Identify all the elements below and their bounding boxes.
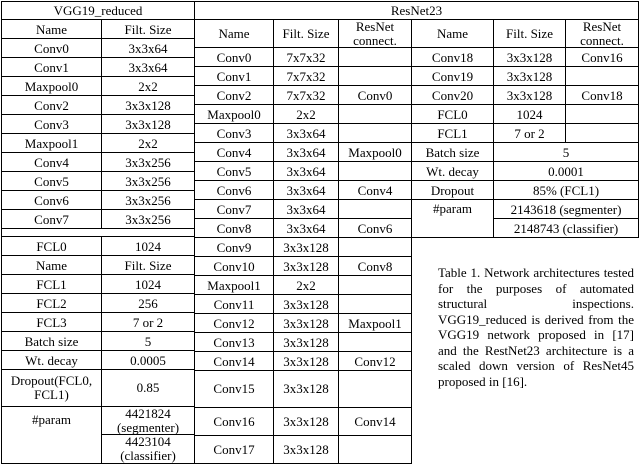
resnet-decay-label: Wt. decay [412,162,494,181]
cell: Conv12 [339,352,412,371]
table-row [2,313,195,332]
cell: 2x2 [102,134,195,153]
cell: Conv19 [412,67,494,86]
cell: Conv18 [412,48,494,67]
cell: 3x3x64 [274,181,339,200]
table-row [195,105,639,124]
resnet-dropout-value: 85% (FCL1) [494,181,639,200]
resnet-title: ResNet23 [195,2,639,20]
cell: 3x3x128 [274,314,339,333]
table-row [2,58,195,77]
cell: Conv7 [195,200,274,219]
cell: 3x3x64 [102,58,195,77]
table-row [195,162,639,181]
cell: 3x3x64 [102,39,195,58]
resnet-header-connect-2: ResNet connect. [566,20,639,48]
cell: Conv5 [195,162,274,181]
resnet-header-connect: ResNet connect. [339,20,412,48]
cell: Conv20 [412,86,494,105]
resnet-param-seg: 2143618 (segmenter) [494,200,639,219]
cell: Conv11 [195,295,274,314]
cell: 3x3x128 [102,115,195,134]
table-row [2,370,195,407]
cell: 3x3x64 [274,162,339,181]
table-row [2,153,195,172]
cell: 3x3x256 [102,153,195,172]
cell: 3x3x128 [274,371,339,408]
cell: Conv16 [566,48,639,67]
cell: 3x3x256 [102,172,195,191]
vgg-param-label: #param [2,407,102,464]
cell: FCL1 [2,275,102,294]
cell: 3x3x64 [274,200,339,219]
resnet-header-name: Name [195,20,274,48]
cell: Conv15 [195,371,274,408]
cell: 3x3x64 [274,124,339,143]
cell: Maxpool0 [2,77,102,96]
resnet-header-filt: Filt. Size [274,20,339,48]
cell [339,200,412,219]
cell: 3x3x128 [494,86,566,105]
vgg-header-name: Name [2,20,102,39]
vgg-header2-filt: Filt. Size [102,256,195,275]
cell: Conv18 [566,86,639,105]
caption-line: scaled down version of ResNet45 [438,358,634,373]
caption-line: and the RestNet23 architecture is a [438,342,634,358]
cell [339,124,412,143]
cell: 3x3x128 [494,48,566,67]
cell [339,436,412,464]
vgg-param-seg: 4421824 (segmenter) [102,407,195,435]
cell: FCL1 [412,124,494,143]
vgg-gap [2,229,195,237]
cell: 3x3x128 [274,238,339,257]
cell: Conv3 [2,115,102,134]
cell: Conv10 [195,257,274,276]
resnet-batch-label: Batch size [412,143,494,162]
table-row [195,48,639,67]
resnet-header-name-2: Name [412,20,494,48]
table-row [2,39,195,58]
cell: 3x3x128 [274,408,339,436]
cell [339,162,412,181]
cell: 2x2 [274,276,339,295]
table-row [195,67,639,86]
cell: 2x2 [102,77,195,96]
table-caption [438,265,634,389]
cell: 1024 [102,275,195,294]
cell: 3x3x128 [274,436,339,464]
table-row [195,238,639,257]
cell: FCL3 [2,313,102,332]
cell [566,124,639,143]
cell: Conv0 [339,86,412,105]
cell: 3x3x64 [274,143,339,162]
cell: Maxpool1 [339,314,412,333]
vgg-table [1,1,195,464]
table-row [2,237,195,256]
cell: 3x3x128 [274,257,339,276]
table-row [2,210,195,229]
cell: Conv2 [2,96,102,115]
caption-line: Table 1. Network architectures [438,265,600,280]
cell: Conv6 [339,219,412,238]
cell: 3x3x128 [494,67,566,86]
cell: Maxpool0 [339,143,412,162]
cell [339,371,412,408]
cell [566,105,639,124]
caption-line: tested for the purposes of automated [438,265,635,296]
cell: Conv7 [2,210,102,229]
table-row [195,124,639,143]
table-row [2,77,195,96]
cell: Conv14 [195,352,274,371]
cell [339,238,412,257]
table-row [2,134,195,153]
table-row [195,408,639,436]
cell: Maxpool1 [2,134,102,153]
resnet-batch-value: 5 [494,143,639,162]
cell: 3x3x64 [274,219,339,238]
cell: Conv9 [195,238,274,257]
cell: Conv0 [2,39,102,58]
cell: 5 [102,332,195,351]
cell: 0.0005 [102,351,195,370]
table-row [195,86,639,105]
cell: Conv17 [195,436,274,464]
table-row [2,407,195,435]
cell: Dropout(FCL0, FCL1) [2,370,102,407]
cell: Conv12 [195,314,274,333]
cell: 7x7x32 [274,48,339,67]
resnet-header-filt-2: Filt. Size [494,20,566,48]
cell: Conv8 [339,257,412,276]
cell: Conv8 [195,219,274,238]
cell [339,48,412,67]
cell: Maxpool0 [195,105,274,124]
cell: Conv5 [2,172,102,191]
vgg-header2-name: Name [2,256,102,275]
table-row [2,351,195,370]
table-row [2,294,195,313]
resnet-dropout-label: Dropout [412,181,494,200]
cell [339,276,412,295]
cell: 0.85 [102,370,195,407]
cell [339,333,412,352]
table-row [195,181,639,200]
cell: Conv6 [195,181,274,200]
table-row [2,191,195,210]
vgg-header-filt: Filt. Size [102,20,195,39]
cell: Conv6 [2,191,102,210]
cell: Conv1 [2,58,102,77]
cell: FCL2 [2,294,102,313]
cell: Conv4 [339,181,412,200]
cell: Conv1 [195,67,274,86]
cell: 3x3x128 [274,352,339,371]
vgg-param-cls: 4423104 (classifier) [102,435,195,463]
resnet-table [194,1,639,464]
cell: Batch size [2,332,102,351]
cell: 1024 [102,237,195,256]
cell: 3x3x256 [102,210,195,229]
cell: Conv13 [195,333,274,352]
resnet-param-label: #param [412,200,494,238]
cell [339,105,412,124]
cell: Conv3 [195,124,274,143]
cell: 3x3x128 [102,96,195,115]
caption-line: VGG19_reduced is derived from the [438,311,634,327]
table-row [2,115,195,134]
resnet-decay-value: 0.0001 [494,162,639,181]
cell: 7 or 2 [102,313,195,332]
cell: 2x2 [274,105,339,124]
cell: Conv2 [195,86,274,105]
table-row [2,332,195,351]
cell: Conv4 [195,143,274,162]
table-row [2,172,195,191]
table-row [195,200,639,219]
table-row [195,143,639,162]
cell: 3x3x128 [274,295,339,314]
cell: 3x3x128 [274,333,339,352]
resnet-param-cls: 2148743 (classifier) [494,219,639,238]
cell: 7x7x32 [274,86,339,105]
cell: Wt. decay [2,351,102,370]
caption-line: structural inspections. [438,296,634,311]
cell: 1024 [494,105,566,124]
table-row [195,436,639,464]
cell: 7 or 2 [494,124,566,143]
cell: Maxpool1 [195,276,274,295]
caption-line: proposed in [16]. [438,373,528,389]
table-row [2,96,195,115]
vgg-title: VGG19_reduced [2,2,195,20]
cell: 3x3x256 [102,191,195,210]
cell [339,295,412,314]
cell [566,67,639,86]
cell [339,67,412,86]
cell: 256 [102,294,195,313]
cell: Conv16 [195,408,274,436]
cell: 7x7x32 [274,67,339,86]
caption-line: VGG19 network proposed in [17] [438,327,634,342]
cell: Conv4 [2,153,102,172]
cell: FCL0 [2,237,102,256]
table-row [2,275,195,294]
cell: Conv0 [195,48,274,67]
cell: FCL0 [412,105,494,124]
cell: Conv14 [339,408,412,436]
